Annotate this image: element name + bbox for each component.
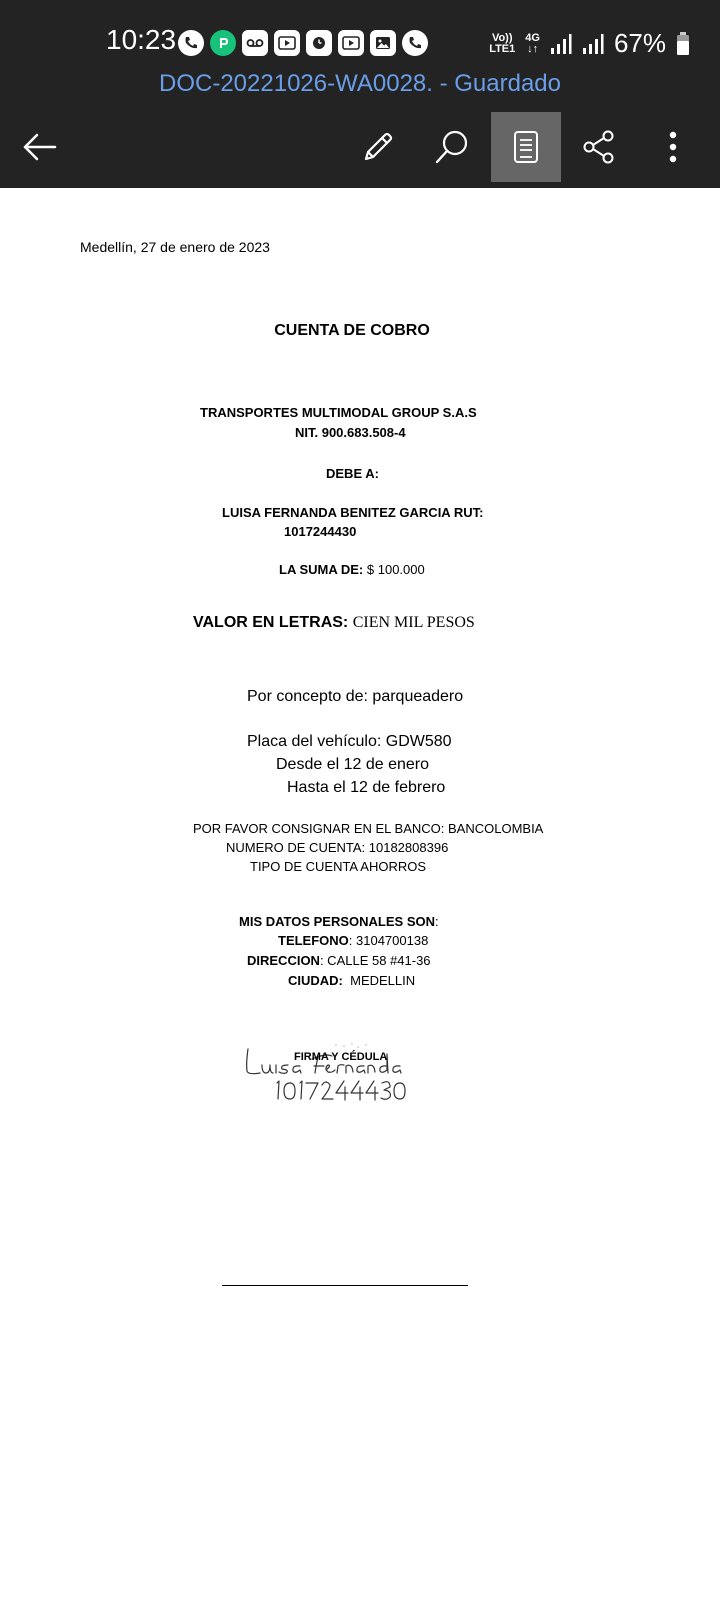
- data-indicator: 4G ↓↑: [525, 31, 540, 55]
- battery-percent: 67%: [613, 28, 666, 58]
- company-nit: NIT. 900.683.508-4: [295, 425, 406, 440]
- address-value: : CALLE 58 #41-36: [319, 953, 431, 968]
- toolbar: [0, 112, 720, 182]
- app-header: [0, 0, 720, 188]
- city-label: CIUDAD:: [288, 973, 343, 988]
- youtube-icon: [338, 30, 364, 56]
- pay-app-icon: [210, 30, 236, 56]
- address-label: DIRECCION: [247, 953, 320, 968]
- plate-line: Placa del vehículo: GDW580: [247, 733, 452, 750]
- edit-button[interactable]: [343, 112, 413, 182]
- youtube-icon: [274, 30, 300, 56]
- signature-label: FIRMA Y CÉDULA: [294, 1051, 388, 1063]
- document-page: [0, 188, 720, 1600]
- signal-icon: [550, 33, 572, 55]
- address-line: [247, 953, 431, 968]
- concept-line: Por concepto de: parqueadero: [247, 688, 464, 705]
- from-date-line: Desde el 12 de enero: [276, 756, 429, 773]
- more-vertical-icon: [668, 130, 678, 164]
- gallery-icon: [370, 30, 396, 56]
- phone-line: [278, 933, 428, 948]
- company-name: TRANSPORTES MULTIMODAL GROUP S.A.S: [200, 405, 477, 420]
- signature-line: [222, 1285, 468, 1286]
- share-button[interactable]: [564, 112, 634, 182]
- phone-label: TELEFONO: [278, 933, 349, 948]
- mobile-view-button[interactable]: [491, 112, 561, 182]
- volte-indicator: Vo)) LTE1: [489, 31, 516, 55]
- status-time: 10:23: [106, 24, 177, 55]
- more-options-button[interactable]: [638, 112, 708, 182]
- document-title: DOC-20221026-WA0028. - Guardado: [159, 70, 561, 97]
- search-icon: [433, 128, 471, 166]
- date-line: Medellín, 27 de enero de 2023: [80, 239, 270, 255]
- words-line: [193, 614, 475, 632]
- city-value: MEDELLIN: [350, 973, 416, 988]
- share-icon: [581, 129, 617, 165]
- mobile-view-icon: [513, 130, 539, 164]
- phone-icon: [178, 30, 204, 56]
- phone-value: : 3104700138: [348, 933, 429, 948]
- arrow-left-icon: [22, 132, 58, 162]
- account-type-line: TIPO DE CUENTA AHORROS: [250, 859, 427, 874]
- sum-line: [279, 562, 425, 577]
- personal-label: MIS DATOS PERSONALES SON: [239, 914, 435, 929]
- signal-icon: [582, 33, 604, 55]
- system-status: [489, 28, 690, 59]
- debe-a-label: DEBE A:: [326, 466, 379, 481]
- clock-app-icon: [306, 30, 332, 56]
- payee-name: LUISA FERNANDA BENITEZ GARCIA RUT:: [222, 505, 484, 520]
- city-line: [288, 973, 415, 988]
- battery-icon: [676, 32, 690, 56]
- words-value: CIEN MIL PESOS: [352, 614, 475, 631]
- account-number-line: NUMERO DE CUENTA: 10182808396: [226, 840, 449, 855]
- search-button[interactable]: [417, 112, 487, 182]
- status-bar: [0, 20, 720, 68]
- personal-data-heading: MIS DATOS PERSONALES SON:: [239, 914, 439, 929]
- sum-label: LA SUMA DE:: [279, 562, 364, 577]
- back-button[interactable]: [5, 112, 75, 182]
- notification-icons: [178, 30, 428, 56]
- sum-value: $ 100.000: [366, 562, 425, 577]
- voicemail-icon: [242, 30, 268, 56]
- phone-icon: [402, 30, 428, 56]
- to-date-line: Hasta el 12 de febrero: [287, 779, 446, 796]
- payee-rut: 1017244430: [284, 524, 357, 539]
- document-heading: CUENTA DE COBRO: [274, 322, 430, 339]
- words-label: VALOR EN LETRAS:: [193, 614, 349, 631]
- bank-line: POR FAVOR CONSIGNAR EN EL BANCO: BANCOLOMBIA: [193, 821, 544, 836]
- pencil-icon: [360, 129, 396, 165]
